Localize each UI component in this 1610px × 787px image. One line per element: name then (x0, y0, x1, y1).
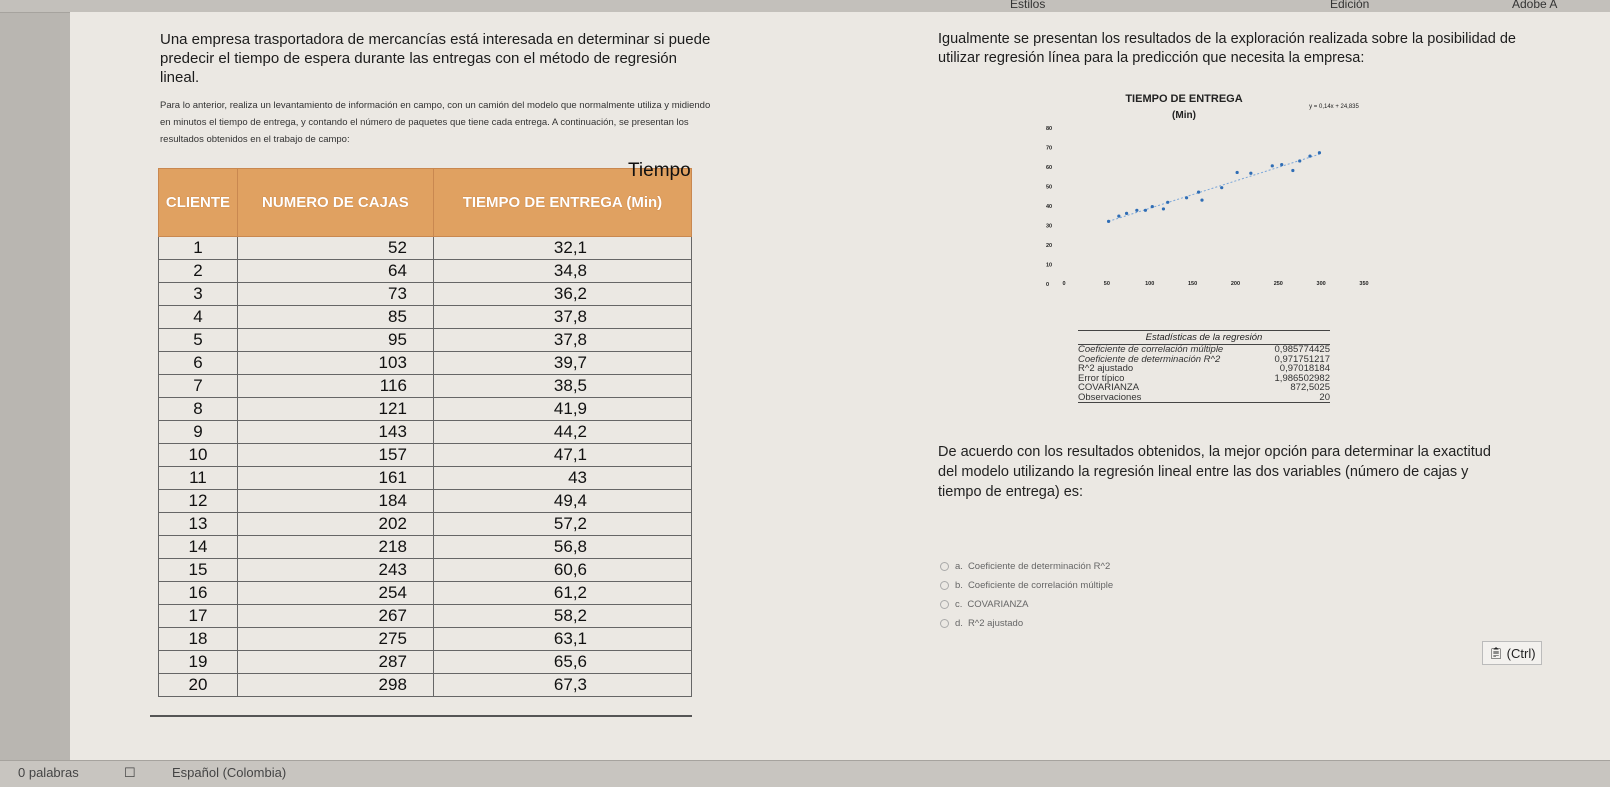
cell-tiempo: 57,2 (433, 513, 691, 536)
y-tick-label: 80 (1046, 126, 1053, 132)
option-letter: a. (955, 561, 963, 572)
cell-tiempo: 32,1 (433, 237, 691, 260)
data-point (1197, 191, 1200, 194)
data-point (1236, 171, 1239, 174)
cell-cajas: 121 (237, 398, 433, 421)
paste-label: (Ctrl) (1506, 645, 1536, 661)
table-row (159, 375, 692, 398)
data-point (1144, 209, 1147, 212)
table-row (159, 513, 692, 536)
table-row (159, 306, 692, 329)
cell-tiempo: 65,6 (433, 651, 691, 674)
radio-button[interactable] (940, 562, 949, 571)
table-row (159, 467, 692, 490)
radio-button[interactable] (940, 581, 949, 590)
data-point (1185, 196, 1188, 199)
data-point (1280, 163, 1283, 166)
stats-row (1078, 393, 1330, 404)
option-text: Coeficiente de correlación múltiple (967, 580, 1114, 591)
stats-value: 0,97018184 (1279, 363, 1330, 374)
cell-cajas: 298 (237, 674, 433, 697)
cell-cajas: 202 (237, 513, 433, 536)
cell-tiempo: 43 (433, 467, 691, 490)
cell-cliente: 2 (159, 260, 238, 283)
table-row (159, 490, 692, 513)
table-row (159, 674, 692, 697)
x-tick-label: 200 (1230, 281, 1241, 287)
cell-cliente: 8 (159, 398, 238, 421)
intro-paragraph: Una empresa trasportadora de mercancías está interesada en determinar si puede predecir el tiempo de espera durante las entregas con el método de regresión lineal. (160, 31, 711, 86)
tiempo-overlay-label: Tiempo (628, 160, 691, 181)
data-point (1298, 159, 1301, 162)
cell-cliente: 14 (159, 536, 238, 559)
y-tick-label: 60 (1046, 165, 1053, 171)
table-row (159, 444, 692, 467)
stats-label: Coeficiente de determinación R^2 (1078, 353, 1221, 365)
y-tick-label: 40 (1046, 204, 1053, 210)
table-row (159, 329, 692, 352)
cell-cliente: 7 (159, 375, 238, 398)
data-point (1166, 201, 1169, 204)
cell-tiempo: 36,2 (433, 283, 691, 306)
radio-button[interactable] (940, 600, 949, 609)
cell-cajas: 254 (237, 582, 433, 605)
data-table (158, 168, 692, 697)
cell-tiempo: 60,6 (433, 559, 691, 582)
x-tick-label: 300 (1316, 281, 1326, 287)
cell-tiempo: 63,1 (433, 628, 691, 651)
cell-cajas: 73 (237, 283, 433, 306)
cell-cajas: 184 (237, 490, 433, 513)
cell-cajas: 85 (237, 306, 433, 329)
stats-value: 872,5025 (1290, 382, 1330, 393)
table-row (159, 283, 692, 306)
cell-cliente: 13 (159, 513, 238, 536)
y-tick-label: 30 (1046, 223, 1053, 230)
header-tiempo: TIEMPO DE ENTREGA (Min) (433, 169, 691, 237)
cell-cajas: 157 (237, 444, 433, 467)
option-text: Coeficiente de determinación R^2 (967, 561, 1111, 572)
cell-tiempo: 41,9 (433, 398, 691, 421)
cell-cliente: 19 (159, 651, 238, 674)
stats-value: 0,971751217 (1274, 353, 1330, 365)
adobe-label[interactable]: Adobe A (1512, 0, 1558, 11)
cell-cajas: 267 (237, 605, 433, 628)
clipboard-icon: 📋︎ (1488, 646, 1504, 660)
cell-tiempo: 37,8 (433, 329, 691, 352)
y-tick-label: 50 (1046, 184, 1053, 191)
x-tick-label: 150 (1187, 281, 1198, 287)
stats-value: 20 (1319, 391, 1330, 403)
table-row (159, 398, 692, 421)
stats-label: Coeficiente de correlación múltiple (1078, 344, 1224, 355)
cell-tiempo: 58,2 (433, 605, 691, 628)
table-row (159, 605, 692, 628)
data-point (1271, 164, 1274, 167)
data-point (1151, 205, 1154, 208)
cell-tiempo: 38,5 (433, 375, 691, 398)
table-row (159, 421, 692, 444)
cell-cajas: 64 (237, 260, 433, 283)
trend-line (1109, 154, 1320, 221)
cell-tiempo: 47,1 (433, 444, 691, 467)
x-tick-label: 350 (1359, 281, 1369, 287)
cell-cajas: 143 (237, 421, 433, 444)
data-point (1308, 154, 1311, 157)
answer-options (940, 557, 1113, 633)
data-point (1249, 172, 1252, 175)
right-intro-paragraph: Igualmente se presentan los resultados de la exploración realizada sobre la posibilidad de utilizar regresión línea para la predicción que necesita la empresa: (938, 31, 1516, 66)
cell-cajas: 275 (237, 628, 433, 651)
cell-cliente: 10 (159, 444, 238, 467)
cell-cajas: 52 (237, 237, 433, 260)
stats-label: Observaciones (1078, 391, 1142, 403)
cell-cliente: 11 (159, 467, 238, 490)
data-point (1220, 186, 1223, 189)
question-text: De acuerdo con los resultados obtenidos, la mejor opción para determinar la exactitud del modelo utilizando la regresión lineal entre las dos variables (número de cajas y tiempo de entrega) es: (938, 444, 1491, 500)
radio-button[interactable] (940, 619, 949, 628)
y-tick-label: 20 (1046, 243, 1053, 249)
answer-option[interactable] (940, 614, 1113, 633)
table-row (159, 628, 692, 651)
cell-cliente: 6 (159, 352, 238, 375)
cell-cajas: 103 (237, 352, 433, 375)
table-row (159, 352, 692, 375)
data-point (1162, 207, 1165, 210)
answer-option[interactable] (940, 576, 1113, 595)
answer-option[interactable] (940, 595, 1113, 614)
cell-tiempo: 37,8 (433, 306, 691, 329)
cell-cajas: 116 (237, 375, 433, 398)
cell-cliente: 12 (159, 490, 238, 513)
cell-cliente: 9 (159, 421, 238, 444)
table-row (159, 582, 692, 605)
stats-value: 0,985774425 (1274, 344, 1330, 355)
scatter-chart (1034, 88, 1384, 298)
cell-cliente: 4 (159, 306, 238, 329)
cell-cajas: 161 (237, 467, 433, 490)
option-letter: b. (955, 580, 963, 591)
chart-title-unit: (Min) (1172, 110, 1196, 121)
y-tick-label: 10 (1046, 262, 1053, 269)
data-point (1107, 220, 1110, 223)
cell-cajas: 287 (237, 651, 433, 674)
cell-cajas: 243 (237, 559, 433, 582)
trendline-equation: y = 0,14x + 24,835 (1309, 104, 1359, 110)
table-row (159, 536, 692, 559)
stats-title: Estadísticas de la regresión (1078, 330, 1330, 345)
data-point (1135, 209, 1138, 212)
table-row (159, 651, 692, 674)
stats-label: R^2 ajustado (1078, 363, 1134, 374)
option-letter: c. (955, 599, 963, 610)
chart-title: TIEMPO DE ENTREGA (1125, 93, 1243, 105)
cell-cliente: 17 (159, 605, 238, 628)
x-tick-label: 0 (1062, 281, 1066, 287)
stats-label: COVARIANZA (1078, 382, 1140, 393)
cell-cajas: 95 (237, 329, 433, 352)
cell-cliente: 3 (159, 283, 238, 306)
cell-tiempo: 44,2 (433, 421, 691, 444)
data-table-wrap (158, 160, 692, 697)
styles-label[interactable]: Estilos (1010, 0, 1046, 11)
table-row (159, 559, 692, 582)
cell-tiempo: 49,4 (433, 490, 691, 513)
cell-tiempo: 61,2 (433, 582, 691, 605)
right-text (938, 30, 1558, 68)
regression-stats (1078, 330, 1330, 403)
cell-tiempo: 34,8 (433, 260, 691, 283)
stats-label: Error típico (1078, 372, 1125, 384)
cell-cliente: 16 (159, 582, 238, 605)
word-count[interactable]: 0 palabras (18, 765, 79, 780)
cell-tiempo: 39,7 (433, 352, 691, 375)
cell-tiempo: 56,8 (433, 536, 691, 559)
stats-value: 1,986502982 (1274, 372, 1330, 384)
status-bar (0, 760, 1610, 787)
edit-label[interactable]: Edición (1330, 0, 1370, 11)
x-tick-label: 100 (1145, 281, 1155, 287)
cell-cliente: 20 (159, 674, 238, 697)
option-text: COVARIANZA (967, 599, 1029, 610)
option-letter: d. (955, 618, 963, 629)
cell-tiempo: 67,3 (433, 674, 691, 697)
cell-cliente: 5 (159, 329, 238, 352)
detail-paragraph: Para lo anterior, realiza un levantamiento de información en campo, con un camión del modelo que normalmente utiliza y midiendo en minutos el tiempo de entrega, y contando el número de paquetes que tiene cada entrega. A continuación, se presentan los resultados obtenidos en el trabajo de campo: (160, 100, 711, 145)
paste-options-button[interactable] (1482, 641, 1542, 665)
y-tick-label: 70 (1046, 145, 1053, 152)
cell-cliente: 15 (159, 559, 238, 582)
x-tick-label: 50 (1103, 281, 1110, 287)
left-text (160, 30, 720, 148)
y-tick-label: 0 (1046, 282, 1050, 288)
data-point (1200, 199, 1203, 202)
answer-option[interactable] (940, 557, 1113, 576)
x-tick-label: 250 (1273, 281, 1283, 287)
cell-cliente: 18 (159, 628, 238, 651)
table-row (159, 237, 692, 260)
language-label[interactable]: Español (Colombia) (172, 765, 287, 780)
cell-cliente: 1 (159, 237, 238, 260)
data-point (1291, 169, 1294, 172)
table-underline (150, 715, 692, 717)
cell-cajas: 218 (237, 536, 433, 559)
data-point (1125, 212, 1128, 215)
data-point (1318, 151, 1321, 154)
header-cajas: NUMERO DE CAJAS (237, 169, 433, 237)
option-text: R^2 ajustado (967, 618, 1024, 629)
table-row (159, 260, 692, 283)
proofing-icon[interactable]: ☐ (124, 765, 136, 780)
header-cliente: CLIENTE (159, 169, 238, 237)
data-point (1117, 215, 1120, 218)
